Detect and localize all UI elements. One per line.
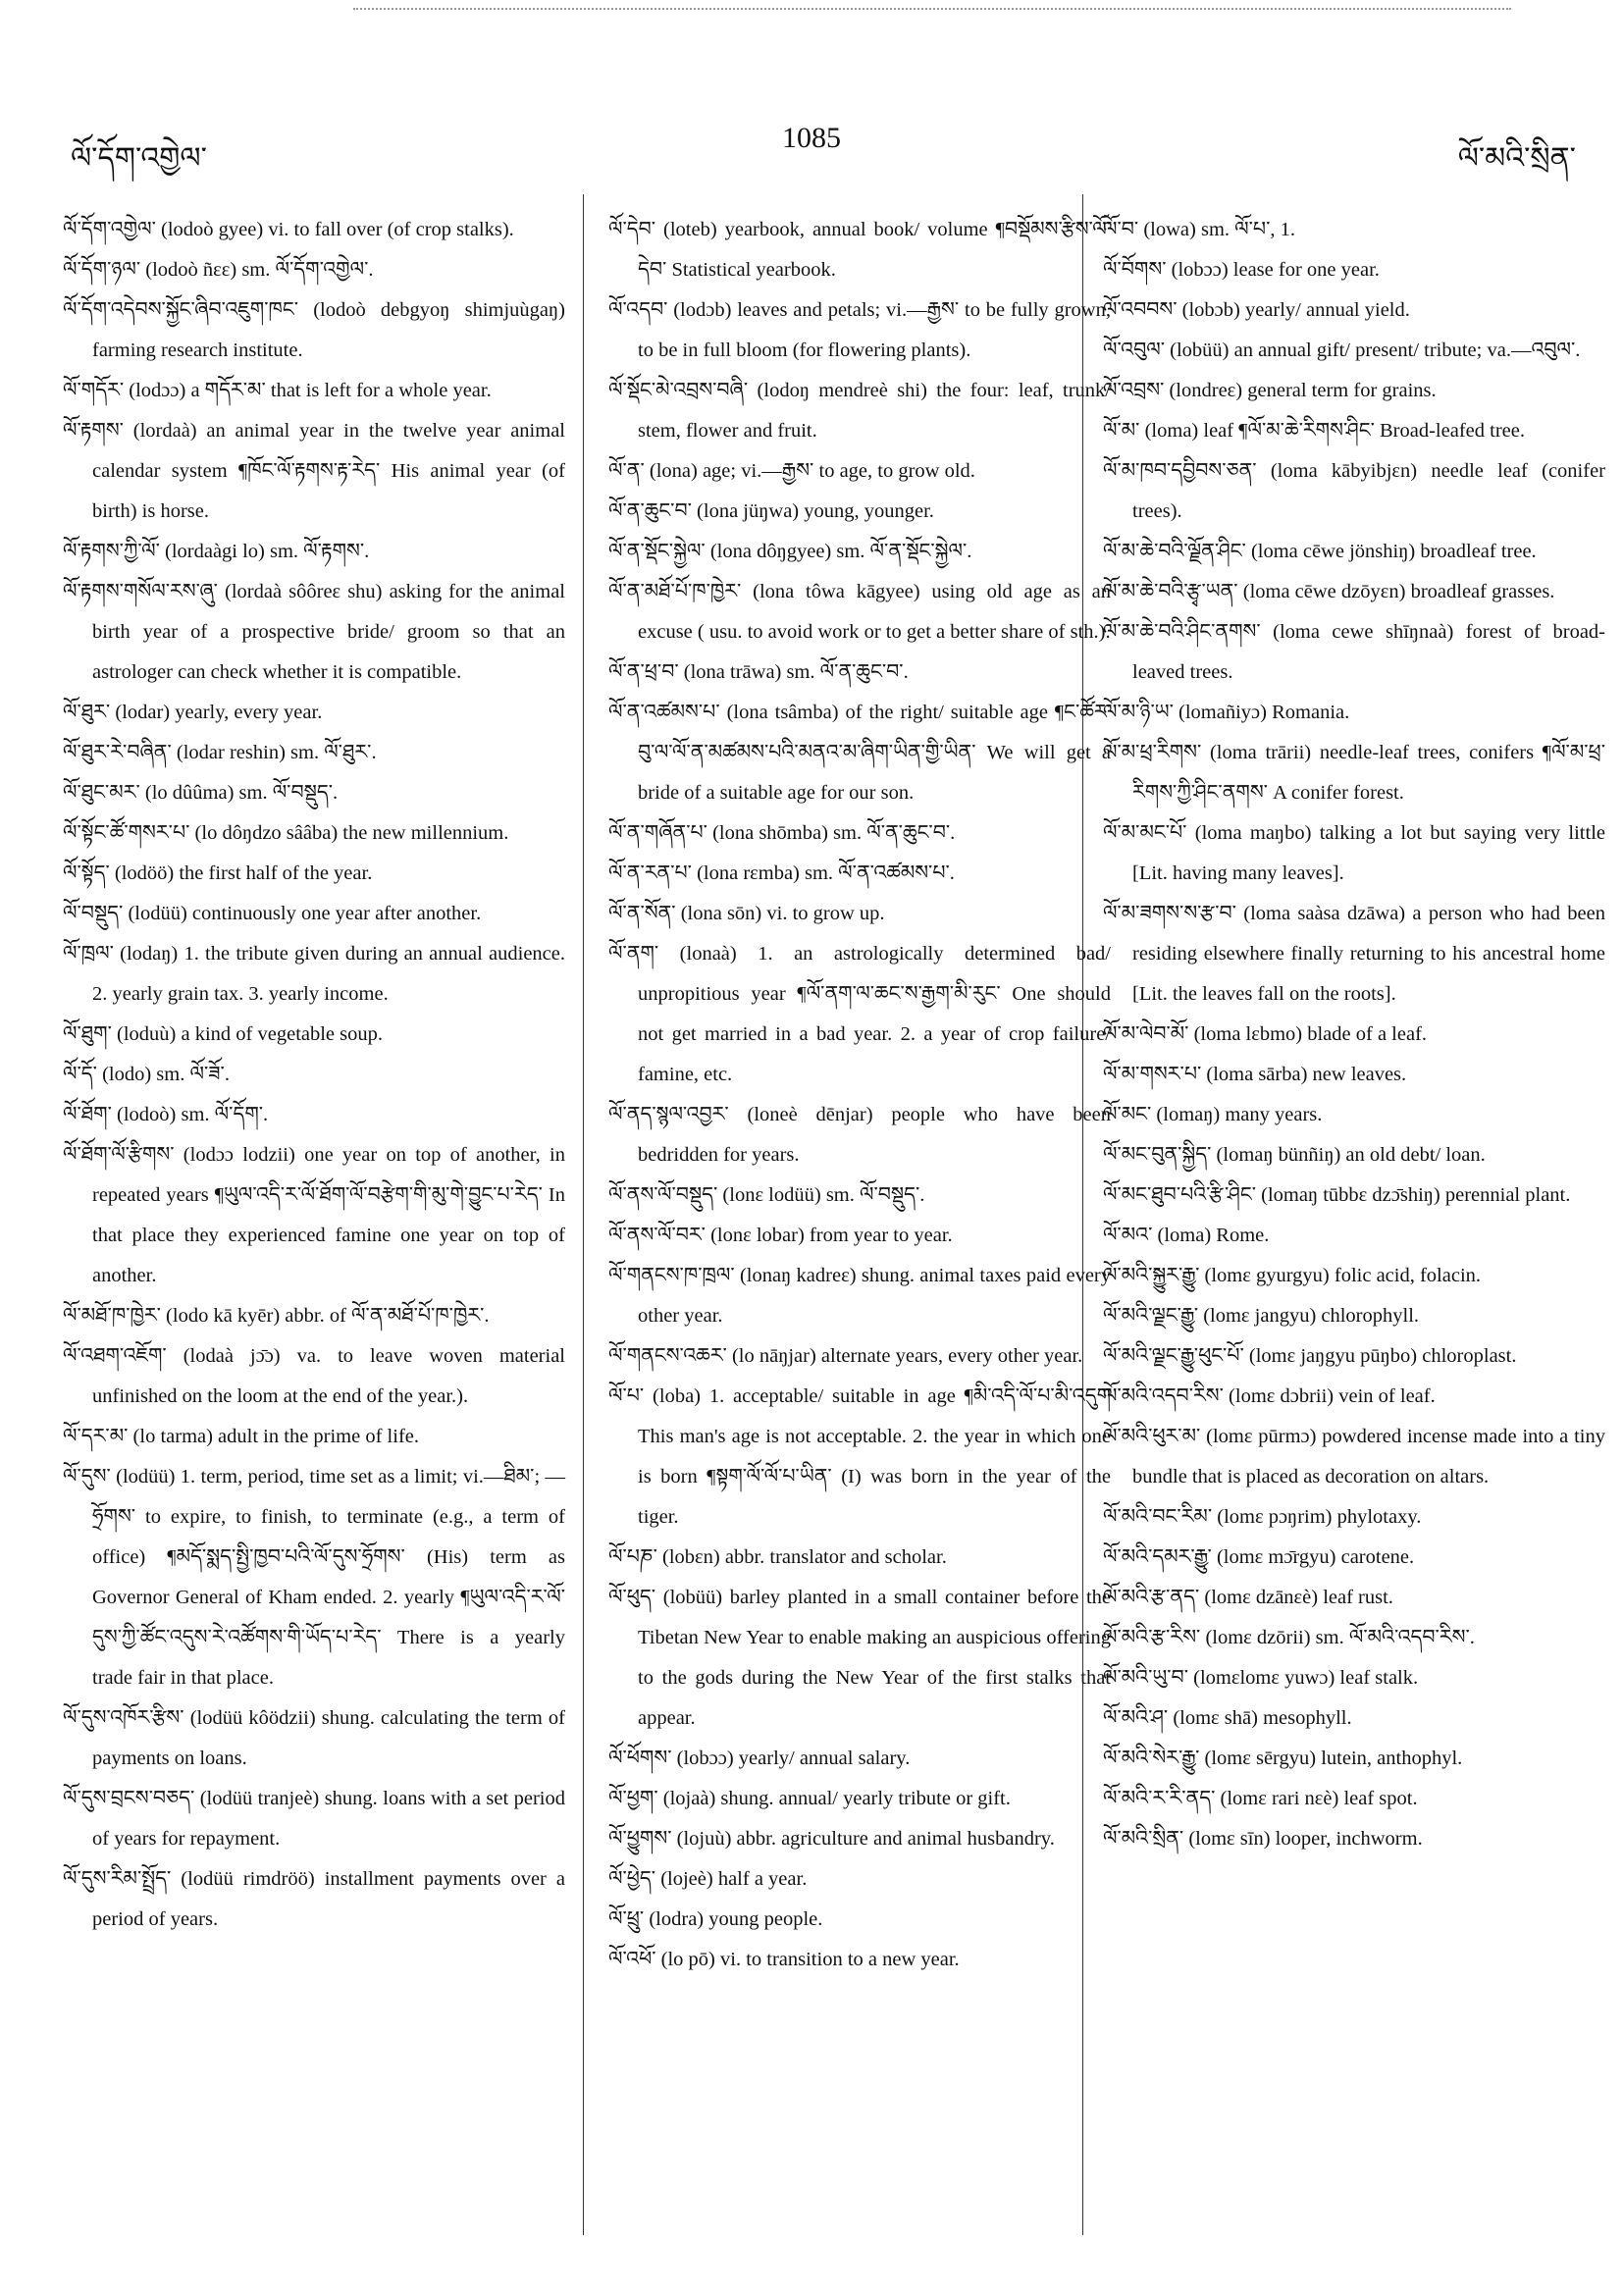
dictionary-entry: ལོ་པཎ་ (lobεn) abbr. translator and scholar.	[608, 1546, 947, 1568]
dictionary-entry: ལོ་ནད་སྙལ་འབྱར་ (loneè dēnjar) people who have been bedridden for years.	[608, 1104, 1111, 1166]
dictionary-entry: ལོ་མའ་ (loma) Rome.	[1103, 1225, 1270, 1246]
dictionary-column-3	[1103, 210, 1605, 1859]
running-header-left: ལོ་དོག་འགྱེལ་	[71, 142, 207, 175]
dictionary-entry: ལོ་འབབས་ (lobɔb) yearly/ annual yield.	[1103, 299, 1410, 321]
dictionary-entry: ལོ་གནངས་ཁ་ཁྲལ་ (lonaŋ kadreε) shung. animal taxes paid every other year.	[608, 1265, 1111, 1327]
dictionary-entry: ལོ་དུས་རིམ་སྤྲོད་ (lodüü rimdröö) installment payments over a period of years.	[63, 1868, 565, 1930]
page-number: 1085	[782, 122, 841, 154]
dictionary-entry: ལོ་ཕུད་ (lobüü) barley planted in a small container before the Tibetan New Year to enable making an auspicious offering to the gods during the New Year of the first stalks that appear.	[608, 1587, 1111, 1729]
dictionary-column-2	[608, 210, 1111, 1980]
dictionary-entry: ལོ་འབུལ་ (lobüü) an annual gift/ present/ tribute; va.—འབུལ་.	[1103, 339, 1581, 361]
dictionary-entry: ལོ་ཐུག་ (loduù) a kind of vegetable soup.	[63, 1023, 384, 1045]
dictionary-entry: ལོ་མ་ཉི་ཡ་ (lomañiyɔ) Romania.	[1103, 702, 1350, 723]
dictionary-entry: ལོ་མ་མང་པོ་ (loma maŋbo) talking a lot but saying very little [Lit. having many leaves].	[1103, 822, 1605, 884]
dictionary-entry: ལོ་མའི་ཕུར་མ་ (lomε pūrmɔ) powdered incense made into a tiny bundle that is placed as decoration on altars.	[1103, 1426, 1605, 1487]
dictionary-entry: ལོ་མ་ཆེ་བའི་ཤིང་ནགས་ (loma cewe shīŋnaà) forest of broad-leaved trees.	[1103, 621, 1605, 683]
dictionary-entry: ལོ་སྟོང་ཚོ་གསར་པ་ (lo dôŋdzo sââba) the new millennium.	[63, 822, 509, 844]
dictionary-entry: ལོ་འདབ་ (lodɔb) leaves and petals; vi.—རྒྱས་ to be fully grown, to be in full bloom (for flowering plants).	[608, 299, 1111, 361]
dictionary-entry: ལོ་སྡོང་མེ་འབྲས་བཞི་ (lodoŋ mendreè shi) the four: leaf, trunk/ stem, flower and fruit.	[608, 380, 1111, 442]
running-header-right: ལོ་མའི་སྲིན་	[1457, 142, 1576, 175]
dictionary-entry: ལོ་རྟགས་ (lordaà) an animal year in the twelve year animal calendar system ¶ཁོང་ལོ་རྟགས་རྟ་རེད་ His animal year (of birth) is horse.	[63, 420, 565, 522]
dictionary-entry: ལོ་ན་སོན་ (lona sōn) vi. to grow up.	[608, 903, 885, 924]
dictionary-entry: ལོ་རྟགས་ཀྱི་ལོ་ (lordaàgi lo) sm. ལོ་རྟགས་.	[63, 541, 370, 562]
dictionary-entry: ལོ་ཕྲུ་ (lodra) young people.	[608, 1908, 823, 1930]
dictionary-entry: ལོ་པ་ (loba) 1. acceptable/ suitable in age ¶མི་འདི་ལོ་པ་མི་འདུག This man's age is not acceptable. 2. the year in which one is born ¶སྟག་ལོ་ལོ་པ་ཡིན་ (I) was born in the year of the tiger.	[608, 1385, 1111, 1528]
dictionary-entry: ལོ་མའི་སྲིན་ (lomε sīn) looper, inchworm.	[1103, 1828, 1423, 1850]
dictionary-entry: ལོ་མཐོ་ཁ་ཁྱེར་ (lodo kā kyēr) abbr. of ལོ་ན་མཐོ་པོ་ཁ་ཁྱེར་.	[63, 1305, 490, 1327]
dictionary-entry: ལོ་མའི་རྩ་ནད་ (lomε dzānεè) leaf rust.	[1103, 1587, 1393, 1608]
dictionary-entry: ལོ་མའི་བང་རིམ་ (lomε pɔŋrim) phylotaxy.	[1103, 1506, 1422, 1528]
dictionary-entry: ལོ་མ་ཆེ་བའི་ལྗོན་ཤིང་ (loma cēwe jönshiŋ) broadleaf tree.	[1103, 541, 1537, 562]
dictionary-entry: ལོ་མའི་ལྗང་རྒྱུ་ (lomε jangyu) chlorophyll.	[1103, 1305, 1420, 1327]
dictionary-entry: ལོ་དུས་བྲངས་བཅད་ (lodüü tranjeè) shung. loans with a set period of years for repayment.	[63, 1788, 565, 1850]
dictionary-entry: ལོ་ཐུར་ (lodar) yearly, every year.	[63, 702, 323, 723]
dictionary-entry: ལོ་ནས་ལོ་བསྡུད་ (lonε lodüü) sm. ལོ་བསྡུད་.	[608, 1184, 925, 1206]
dictionary-entry: ལོ་མ་ཕྲ་རིགས་ (loma trārii) needle-leaf trees, conifers ¶ལོ་མ་ཕྲ་རིགས་ཀྱི་ཤིང་ནགས་ A conifer forest.	[1103, 742, 1605, 804]
dictionary-entry: ལོ་ནས་ལོ་བར་ (lonε lobar) from year to year.	[608, 1225, 953, 1246]
dictionary-entry: ལོ་མའི་རྩ་རིས་ (lomε dzōrii) sm. ལོ་མའི་འདབ་རིས་.	[1103, 1627, 1475, 1648]
dictionary-entry: ལོ་རྟགས་གསོལ་རས་ཞུ་ (lordaà sôôreε shu) asking for the animal birth year of a prospective bride/ groom so that an astrologer can check whether it is compatible.	[63, 581, 565, 683]
dictionary-entry: ལོ་ན་སྡོང་སྐྱེལ་ (lona dôŋgyee) sm. ལོ་ན་སྡོང་སྐྱེལ་.	[608, 541, 972, 562]
dictionary-entry: ལོ་ན་ཕྲ་བ་ (lona trāwa) sm. ལོ་ན་ཆུང་བ་.	[608, 661, 909, 683]
dictionary-entry: ལོ་དུས་འཁོར་རྩིས་ (lodüü kôödzii) shung. calculating the term of payments on loans.	[63, 1707, 565, 1769]
dictionary-entry: ལོ་ཐོག་ལོ་རྩིགས་ (lodɔɔ lodzii) one year on top of another, in repeated years ¶ཡུལ་འདི་ར་ལོ་ཐོག་ལོ་བརྩེག་གི་མུ་གེ་བྱུང་པ་རེད་ In that place they experienced famine one year on top of another.	[63, 1144, 565, 1286]
dictionary-entry: ལོ་གདོར་ (lodɔɔ) a གདོར་མ་ that is left for a whole year.	[63, 380, 492, 401]
dictionary-entry: ལོ་དོག་འགྱེལ་ (lodoò gyee) vi. to fall over (of crop stalks).	[63, 219, 514, 240]
dictionary-entry: ལོ་དར་མ་ (lo tarma) adult in the prime of life.	[63, 1426, 419, 1447]
dictionary-entry: ལོ་ན་མཐོ་པོ་ཁ་ཁྱེར་ (lona tôwa kāgyee) using old age as an excuse ( usu. to avoid work or to get a better share of sth.).	[608, 581, 1111, 643]
column-divider	[583, 194, 584, 2235]
dictionary-entry: ལོ་དོག་ཉལ་ (lodoò ñεε) sm. ལོ་དོག་འགྱེལ་.	[63, 259, 374, 281]
dictionary-entry: ལོ་འབྲས་ (londreε) general term for grains.	[1103, 380, 1437, 401]
dictionary-entry: ལོ་ན་གཞོན་པ་ (lona shōmba) sm. ལོ་ན་ཆུང་བ་.	[608, 822, 956, 844]
dictionary-entry: ལོ་མ་ (loma) leaf ¶ལོ་མ་ཆེ་རིགས་ཤིང་ Broad-leafed tree.	[1103, 420, 1525, 442]
dictionary-entry: ལོ་མ་ཁབ་དབྱིབས་ཅན་ (loma kābyibjεn) needle leaf (conifer trees).	[1103, 460, 1605, 522]
dictionary-entry: ལོ་ཕྱེད་ (lojeè) half a year.	[608, 1868, 808, 1890]
dictionary-entry: ལོ་མའི་ཤ་ (lomε shā) mesophyll.	[1103, 1707, 1352, 1729]
dictionary-entry: ལོ་ན་རན་པ་ (lona rεmba) sm. ལོ་ན་འཚམས་པ་.	[608, 862, 955, 884]
dictionary-entry: ལོ་འཐག་འཇོག་ (lodaà jɔ̄ɔ) va. to leave woven material unfinished on the loom at the end of the year.).	[63, 1345, 565, 1407]
dictionary-entry: ལོ་ན་ཆུང་བ་ (lona jüŋwa) young, younger.	[608, 500, 934, 522]
dictionary-entry: ལོ་ཁྲལ་ (lodaŋ) 1. the tribute given during an annual audience. 2. yearly grain tax. 3. yearly income.	[63, 943, 565, 1005]
dictionary-entry: ལོ་མའི་སེར་རྒྱུ་ (lomε sērgyu) lutein, anthophyl.	[1103, 1748, 1463, 1769]
top-scan-dots	[353, 8, 1511, 10]
dictionary-entry: ལོ་མ་ཆེ་བའི་རྩྭ་ཡན་ (loma cēwe dzōyεn) broadleaf grasses.	[1103, 581, 1555, 602]
dictionary-entry: ལོ་ན་འཚམས་པ་ (lona tsâmba) of the right/ suitable age ¶ང་ཚོར་བུ་ལ་ལོ་ན་མཚམས་པའི་མནའ་མ་ཞིག་ཡིན་གྱི་ཡིན་ We will get a bride of a suitable age for our son.	[608, 702, 1111, 804]
dictionary-entry: ལོ་ཕྱག་ (lojaà) shung. annual/ yearly tribute or gift.	[608, 1788, 1011, 1809]
dictionary-entry: ལོ་མའི་འདབ་རིས་ (lomε dɔbrii) vein of leaf.	[1103, 1385, 1436, 1407]
dictionary-entry: ལོ་གནངས་འཆར་ (lo nāŋjar) alternate years, every other year.	[608, 1345, 1083, 1367]
dictionary-entry: ལོ་མ་ཟགས་ས་རྩ་བ་ (loma saàsa dzāwa) a person who had been residing elsewhere finally returning to his ancestral home [Lit. the leaves fall on the roots].	[1103, 903, 1605, 1005]
dictionary-entry: ལོ་ནག་ (lonaà) 1. an astrologically determined bad/ unpropitious year ¶ལོ་ནག་ལ་ཆང་ས་རྒྱག་མི་རུང་ One should not get married in a bad year. 2. a year of crop failure/ famine, etc.	[608, 943, 1111, 1085]
dictionary-entry: ལོ་ཕྱུགས་ (lojuù) abbr. agriculture and animal husbandry.	[608, 1828, 1055, 1850]
dictionary-entry: ལོ་དུས་ (lodüü) 1. term, period, time set as a limit; vi.—ཐིམ་; —ཧྲོགས་ to expire, to finish, to terminate (e.g., a term of office) ¶མདོ་སྨད་སྤྱི་ཁྱབ་པའི་ལོ་དུས་ཧྲོགས་ (His) term as Governor General of Kham ended. 2. yearly ¶ཡུལ་འདི་ར་ལོ་དུས་ཀྱི་ཚོང་འདུས་རེ་འཚོགས་གི་ཡོད་པ་རེད་ There is a yearly trade fair in that place.	[63, 1466, 565, 1689]
dictionary-entry: ལོ་མ་ལེབ་མོ་ (loma lεbmo) blade of a leaf.	[1103, 1023, 1428, 1045]
dictionary-entry: ལོ་འཕོ་ (lo pō) vi. to transition to a new year.	[608, 1949, 960, 1970]
dictionary-entry: ལོ་ཕོགས་ (lobɔɔ) yearly/ annual salary.	[608, 1748, 911, 1769]
dictionary-entry: ལོ་བ་ (lowa) sm. ལོ་པ་, 1.	[1103, 219, 1295, 240]
dictionary-entry: ལོ་ཐུར་རེ་བཞིན་ (lodar reshin) sm. ལོ་ཐུར་.	[63, 742, 377, 763]
dictionary-entry: ལོ་མང་ཐུབ་པའི་རྩི་ཤིང་ (lomaŋ tūbbε dzɔ̄shiŋ) perennial plant.	[1103, 1184, 1571, 1206]
dictionary-entry: ལོ་དེབ་ (loteb) yearbook, annual book/ volume ¶བསྡོམས་རྩིས་ལོ་དེབ་ Statistical yearbook.	[608, 219, 1111, 281]
dictionary-entry: ལོ་བོགས་ (lobɔɔ) lease for one year.	[1103, 259, 1380, 281]
dictionary-entry: ལོ་མའི་ར་རི་ནད་ (lomε rari nεè) leaf spot.	[1103, 1788, 1418, 1809]
dictionary-entry: ལོ་བསྡུད་ (lodüü) continuously one year after another.	[63, 903, 482, 924]
dictionary-entry: ལོ་མའི་དམར་རྒྱུ་ (lomε mɔ̄rgyu) carotene.	[1103, 1546, 1415, 1568]
dictionary-entry: ལོ་མའི་ལྗང་རྒྱུ་ཕུང་པོ་ (lomε jaŋgyu pūŋbo) chloroplast.	[1103, 1345, 1517, 1367]
dictionary-entry: ལོ་དོ་ (lodo) sm. ལོ་ཟོ་.	[63, 1064, 230, 1085]
dictionary-entry: ལོ་ཐུང་མར་ (lo dûûma) sm. ལོ་བསྡུད་.	[63, 782, 339, 804]
dictionary-entry: ལོ་སྟོད་ (lodöö) the first half of the year.	[63, 862, 373, 884]
dictionary-entry: ལོ་ཐོག་ (lodoò) sm. ལོ་དོག་.	[63, 1104, 269, 1125]
dictionary-entry: ལོ་དོག་འདེབས་སྐྱོང་ཞིབ་འཇུག་ཁང་ (lodoò debgyoŋ shimjuùgaŋ) farming research institute.	[63, 299, 565, 361]
dictionary-entry: ལོ་མའི་སྐྱུར་རྒྱུ་ (lomε gyurgyu) folic acid, folacin.	[1103, 1265, 1482, 1286]
dictionary-entry: ལོ་མ་གསར་པ་ (loma sārba) new leaves.	[1103, 1064, 1407, 1085]
dictionary-entry: ལོ་མང་ (lomaŋ) many years.	[1103, 1104, 1323, 1125]
dictionary-entry: ལོ་མའི་ཡུ་བ་ (lomεlomε yuwɔ) leaf stalk.	[1103, 1667, 1419, 1689]
dictionary-entry: ལོ་ན་ (lona) age; vi.—རྒྱས་ to age, to grow old.	[608, 460, 975, 482]
dictionary-entry: ལོ་མང་བུན་སྐྱིད་ (lomaŋ bünñiŋ) an old debt/ loan.	[1103, 1144, 1486, 1166]
dictionary-column-1	[63, 210, 565, 1940]
